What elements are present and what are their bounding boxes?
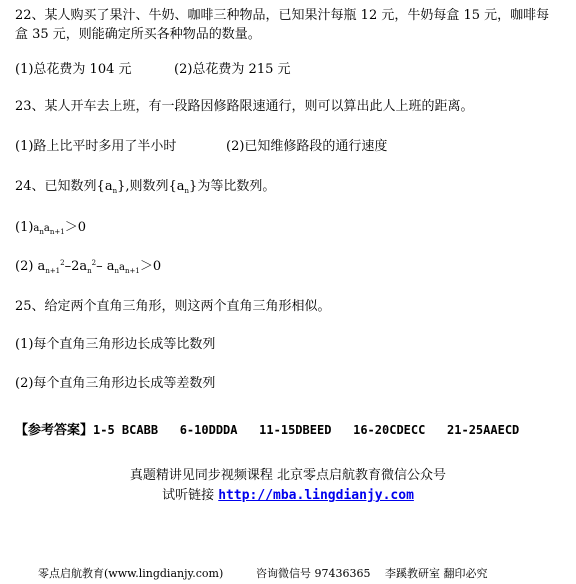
c2-mid: –2a (64, 259, 88, 274)
q24-text-pre: 24、已知数列{a (15, 179, 113, 194)
promo-link-line (0, 488, 576, 504)
c2-minus: – a (96, 259, 115, 274)
footer-wechat: 咨询微信号 97436365 (256, 567, 371, 580)
q22-option-1: (1)总花费为 104 元 (15, 62, 132, 77)
q22-option-2: (2)总花费为 215 元 (174, 62, 291, 77)
c2-pre: (2) a (15, 259, 46, 274)
answer-key (15, 422, 519, 439)
c2-a3: a (119, 262, 125, 273)
q22-line1: 22、某人购买了果汁、牛奶、咖啡三种物品，已知果汁每瓶 12 元，牛奶每盒 15 元，咖啡每 (15, 8, 550, 23)
c2-n1-b: n+1 (125, 267, 140, 275)
q25-option-2: (2)每个直角三角形边长成等差数列 (15, 376, 216, 391)
promo-link[interactable]: http://mba.lingdianjy.com (218, 488, 414, 503)
c1-n1: n+1 (49, 228, 65, 236)
q23-option-2: (2)已知维修路段的通行速度 (226, 139, 388, 154)
q24-text (15, 179, 275, 196)
q23-text: 23、某人开车去上班，有一段路因修路限速通行，则可以算出此人上班的距离。 (15, 99, 474, 114)
q24-condition-2 (15, 259, 161, 276)
c1-n: n (39, 228, 44, 236)
answer-label: 【参考答案】 (15, 423, 94, 438)
q24-sub-n-2: n (184, 187, 190, 195)
c2-exp: 2 (60, 259, 65, 267)
c1-a1: a (33, 223, 40, 234)
q24-condition-1 (15, 220, 86, 237)
c2-exp2: 2 (91, 259, 97, 267)
q25-text: 25、给定两个直角三角形，则这两个直角三角形相似。 (15, 299, 331, 314)
answer-text: 1-5 BCABB 6-10DDDA 11-15DBEED 16-20CDECC 21-25AAECD (93, 423, 520, 437)
q24-text-mid: },则数列{a (117, 179, 185, 194)
q23-option-1: (1)路上比平时多用了半小时 (15, 139, 177, 154)
q22-line2: 盒 35 元，则能确定所买各种物品的数量。 (15, 27, 261, 42)
c1-gt: ＞0 (64, 220, 86, 235)
footer-office: 李蹊教研室 翻印必究 (385, 567, 488, 580)
c2-n-b: n (114, 267, 120, 275)
c2-n1: n+1 (45, 267, 61, 275)
c2-gt: ＞0 (139, 259, 162, 274)
promo-link-label: 试听链接 (162, 488, 219, 503)
q25-option-1: (1)每个直角三角形边长成等比数列 (15, 337, 216, 352)
q24-text-post: }为等比数列。 (189, 179, 276, 194)
q24-sub-n: n (112, 187, 118, 195)
c2-n: n (87, 267, 92, 275)
c1-a2: a (43, 223, 50, 234)
c1-pre: (1) (15, 220, 34, 235)
footer-org: 零点启航教育(www.lingdianjy.com) (38, 567, 224, 580)
promo-line: 真题精讲见同步视频课程 北京零点启航教育微信公众号 (129, 468, 447, 483)
